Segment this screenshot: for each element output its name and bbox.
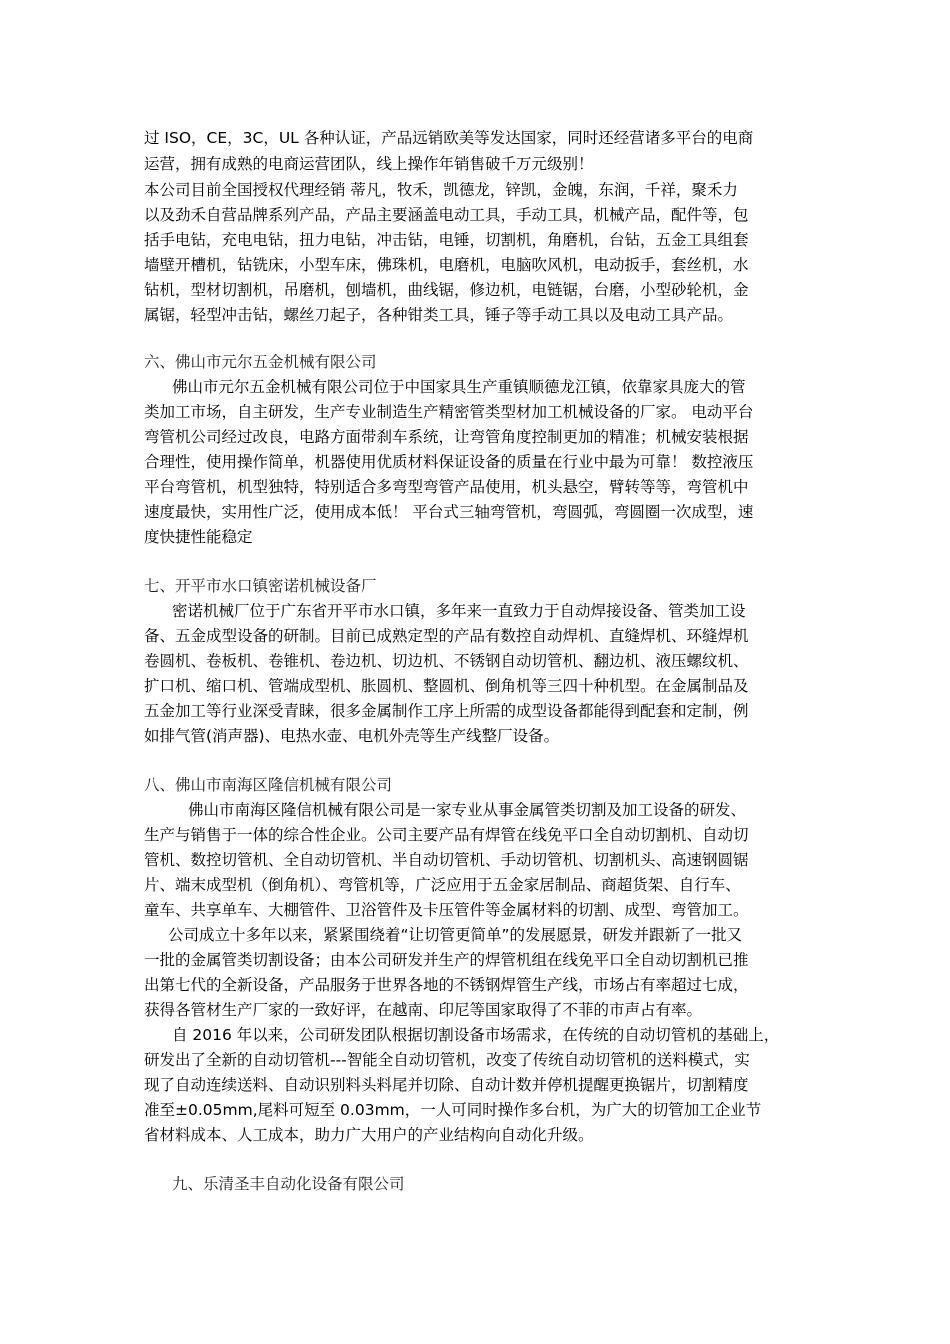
- section6-line: 速度最快，实用性广泛，使用成本低！ 平台式三轴弯管机，弯圆弧，弯圆圈一次成型，速: [144, 503, 754, 521]
- section7-line: 五金加工等行业深受青睐，很多金属制作工序上所需的成型设备都能得到配套和定制，例: [144, 702, 749, 720]
- section8-line: 片、端末成型机（倒角机）、弯管机等，广泛应用于五金家居制品、商超货架、自行车、: [144, 876, 741, 894]
- intro-line: 以及劲禾自营品牌系列产品，产品主要涵盖电动工具，手动工具，机械产品，配件等，包: [144, 206, 749, 224]
- section-heading-7: 七、开平市水口镇密诺机械设备厂: [144, 577, 377, 595]
- intro-line: 括手电钻，充电电钻，扭力电钻，冲击钻，电锤，切割机，角磨机，台钻，五金工具组套: [144, 231, 749, 249]
- section8-line: 童车、共享单车、大棚管件、卫浴管件及卡压管件等金属材料的切割、成型、弯管加工。: [144, 901, 749, 919]
- section6-line: 合理性，使用操作简单，机器使用优质材料保证设备的质量在行业中最为可靠！ 数控液压: [144, 453, 754, 471]
- section8-line: 管机、数控切管机、全自动切管机、半自动切管机、手动切管机、切割机头、高速钢圆锯: [144, 851, 749, 869]
- section7-line: 卷圆机、卷板机、卷锥机、卷边机、切边机、不锈钢自动切管机、翻边机、液压螺纹机、: [144, 652, 749, 670]
- intro-line: 本公司目前全国授权代理经销 蒂凡，牧禾，凯德龙，锌凯，金魄，东润，千祥，聚禾力: [144, 181, 738, 199]
- section7-line: 如排气管(消声器)、电热水壶、电机外壳等生产线整厂设备。: [144, 727, 560, 745]
- section8-line: 准至±0.05mm,尾料可短至 0.03mm，一人可同时操作多台机，为广大的切管加工企业节: [144, 1101, 762, 1119]
- section6-line: 度快捷性能稳定: [144, 528, 253, 546]
- section-heading-8: 八、佛山市南海区隆信机械有限公司: [144, 776, 393, 794]
- section8-line: 出第七代的全新设备，产品服务于世界各地的不锈钢焊管生产线，市场占有率超过七成，: [144, 976, 749, 994]
- section7-line: 备、五金成型设备的研制。目前已成熟定型的产品有数控自动焊机、直缝焊机、环缝焊机: [144, 627, 749, 645]
- section8-line: 自 2016 年以来，公司研发团队根据切割设备市场需求，在传统的自动切管机的基础上，: [172, 1026, 780, 1044]
- section8-line: 公司成立十多年以来，紧紧围绕着“让切管更简单”的发展愿景，研发并跟新了一批又: [168, 926, 743, 944]
- section6-line: 类加工市场，自主研发，生产专业制造生产精密管类型材加工机械设备的厂家。 电动平台: [144, 403, 754, 421]
- intro-line: 钻机，型材切割机，吊磨机，刨墙机，曲线锯，修边机，电链锯，台磨，小型砂轮机，金: [144, 281, 749, 299]
- section8-line: 一批的金属管类切割设备；由本公司研发并生产的焊管机组在线免平口全自动切割机已推: [144, 951, 749, 969]
- section6-line: 平台弯管机，机型独特，特别适合多弯型弯管产品使用，机头悬空，臂转等等，弯管机中: [144, 478, 749, 496]
- section7-line: 密诺机械厂位于广东省开平市水口镇，多年来一直致力于自动焊接设备、管类加工设: [172, 602, 746, 620]
- intro-line: 属锯，轻型冲击钻，螺丝刀起子，各种钳类工具，锤子等手动工具以及电动工具产品。: [144, 306, 734, 324]
- section8-line: 现了自动连续送料、自动识别料头料尾并切除、自动计数并停机提醒更换锯片，切割精度: [144, 1076, 749, 1094]
- intro-line: 墙壁开槽机，钻铣床，小型车床，佛珠机，电磨机，电脑吹风机，电动扳手，套丝机，水: [144, 256, 749, 274]
- section-heading-6: 六、佛山市元尔五金机械有限公司: [144, 353, 377, 371]
- section6-line: 弯管机公司经过改良，电路方面带刹车系统，让弯管角度控制更加的精准；机械安装根据: [144, 428, 749, 446]
- intro-line: 运营，拥有成熟的电商运营团队，线上操作年销售破千万元级别！: [144, 155, 594, 173]
- section8-line: 获得各管材生产厂家的一致好评，在越南、印尼等国家取得了不菲的市声占有率。: [144, 1001, 703, 1019]
- section8-line: 省材料成本、人工成本，助力广大用户的产业结构向自动化升级。: [144, 1126, 594, 1144]
- section8-line: 佛山市南海区隆信机械有限公司是一家专业从事金属管类切割及加工设备的研发、: [188, 801, 747, 819]
- section7-line: 扩口机、缩口机、管端成型机、胀圆机、整圆机、倒角机等三四十种机型。在金属制品及: [144, 677, 749, 695]
- section8-line: 研发出了全新的自动切管机---智能全自动切管机，改变了传统自动切管机的送料模式，实: [144, 1051, 750, 1069]
- section6-line: 佛山市元尔五金机械有限公司位于中国家具生产重镇顺德龙江镇，依靠家具庞大的管: [172, 378, 746, 396]
- intro-line: 过 ISO，CE，3C，UL 各种认证，产品远销欧美等发达国家，同时还经营诸多平台的电商: [144, 129, 754, 147]
- section8-line: 生产与销售于一体的综合性企业。公司主要产品有焊管在线免平口全自动切割机、自动切: [144, 826, 749, 844]
- section-heading-9: 九、乐清圣丰自动化设备有限公司: [172, 1175, 405, 1193]
